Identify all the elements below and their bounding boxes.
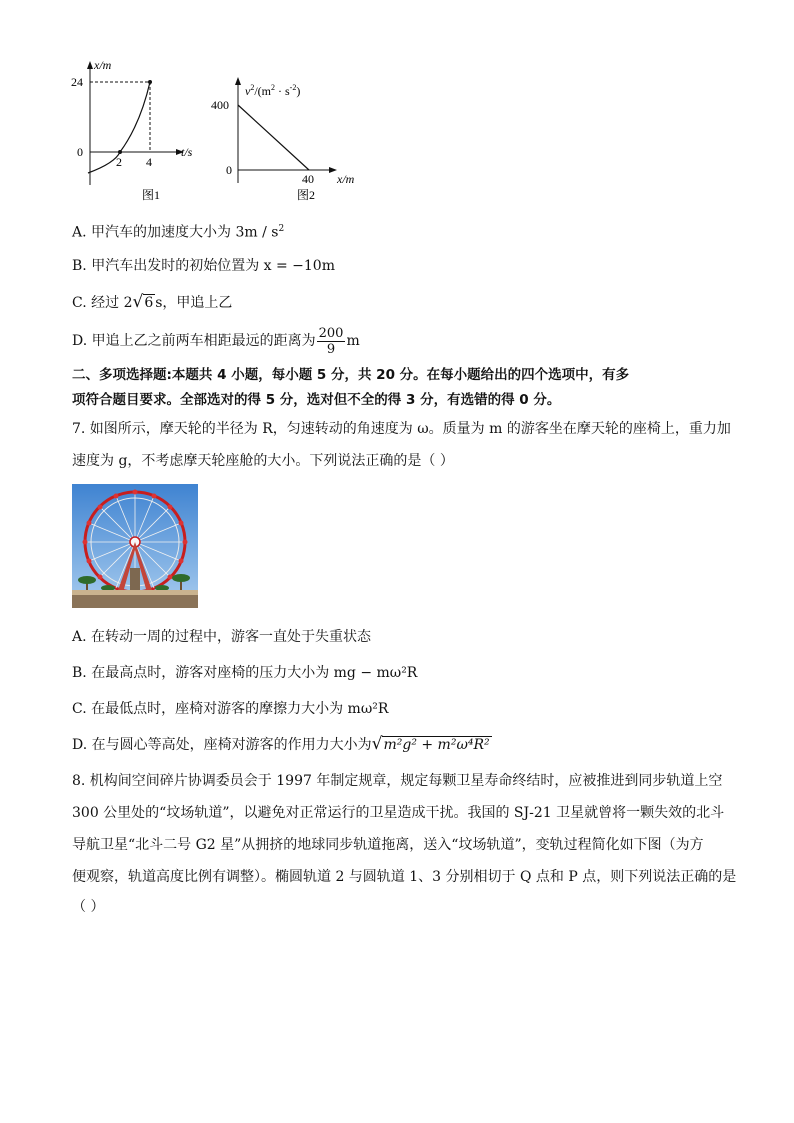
fig1-y-label: x/m [94, 58, 112, 72]
fig2-x-label: x/m [337, 172, 355, 186]
q8-stem-line-3: 导航卫星“北斗二号 G2 星”从拥挤的地球同步轨道拖离，送入“坟场轨道”，变轨过程简化如下图（为方 [72, 837, 704, 853]
fig2-x-axis-arrow [329, 167, 337, 173]
q6-option-a-text: A. 甲汽车的加速度大小为 3m / s [72, 224, 279, 241]
fig1-y-axis-arrow [87, 61, 93, 69]
q6-option-d-unit: m [346, 333, 360, 349]
fig2-y-axis-arrow [235, 77, 241, 85]
sqrt-symbol: √ [371, 734, 383, 754]
q6-option-a-sup: 2 [278, 224, 285, 234]
fig1-x-label: t/s [181, 145, 193, 159]
q6-option-c-post: s，甲追上乙 [155, 295, 233, 311]
q6-option-c [72, 293, 232, 312]
fig2-caption: 图2 [297, 188, 316, 202]
fig1-tick-24: 24 [71, 75, 83, 89]
q7-option-d-pre: D. 在与圆心等高处，座椅对游客的作用力大小为 [72, 737, 372, 753]
q7-option-c: C. 在最低点时，座椅对游客的摩擦力大小为 mω²R [72, 701, 389, 717]
figure-1-xt-graph [60, 55, 210, 205]
fig1-origin: 0 [77, 145, 83, 159]
ferris-wheel-image [72, 484, 198, 608]
fig1-tick-4: 4 [146, 155, 152, 169]
q6-option-d-pre: D. 甲追上乙之前两车相距最远的距离为 [72, 333, 316, 349]
q8-stem-line-5: （ ） [72, 899, 105, 915]
q7-stem-line-2: 速度为 g，不考虑摩天轮座舱的大小。下列说法正确的是（ ） [72, 453, 454, 469]
q6-option-d-fraction [317, 326, 346, 357]
q7-option-b: B. 在最高点时，游客对座椅的压力大小为 mg − mω²R [72, 665, 418, 681]
q7-option-d-radicand: m²g² + m²ω⁴R² [383, 737, 490, 753]
q6-option-d-numerator: 200 [318, 325, 344, 341]
q6-option-d [72, 323, 360, 359]
fig2-y-label: $v^2/(m^2 \cdot s^{-2})$ [245, 83, 301, 98]
q8-stem-line-1: 8. 机构间空间碎片协调委员会于 1997 年制定规章，规定每颗卫星寿命终结时，应被推进到同步轨道上空 [72, 773, 723, 789]
q6-option-c-pre: C. 经过 2 [72, 295, 133, 311]
q6-option-a [72, 220, 284, 242]
figure-2-v2x-graph [205, 75, 375, 205]
fig1-caption: 图1 [142, 188, 161, 202]
fig2-tick-40: 40 [302, 172, 314, 186]
q6-option-b: B. 甲汽车出发时的初始位置为 x = −10m [72, 258, 335, 274]
section-2-line-2: 项符合题目要求。全部选对的得 5 分，选对但不全的得 3 分，有选错的得 0 分。 [72, 392, 561, 408]
q8-stem-line-2: 300 公里处的“坟场轨道”，以避免对正常运行的卫星造成干扰。我国的 SJ-21 卫星就曾将一颗失效的北斗 [72, 805, 725, 821]
q6-option-c-radicand: 6 [144, 295, 154, 311]
q6-option-d-denominator: 9 [326, 341, 336, 357]
fig2-line [238, 105, 309, 170]
q7-option-d [72, 735, 492, 754]
ferris-wheel-photo [72, 484, 198, 608]
fig2-origin: 0 [226, 163, 232, 177]
fig2-tick-400: 400 [211, 98, 229, 112]
q8-stem-line-4: 便观察，轨道高度比例有调整）。椭圆轨道 2 与圆轨道 1、3 分别相切于 Q 点和 P 点，则下列说法正确的是 [72, 869, 737, 885]
sqrt-symbol: √ [132, 292, 144, 312]
fig1-point-2 [118, 150, 122, 154]
fig1-tick-2: 2 [116, 155, 122, 169]
q7-option-a: A. 在转动一周的过程中，游客一直处于失重状态 [72, 629, 372, 645]
q7-stem-line-1: 7. 如图所示，摩天轮的半径为 R，匀速转动的角速度为 ω。质量为 m 的游客坐在摩天轮的座椅上，重力加 [72, 421, 731, 437]
fig1-point-4 [148, 80, 152, 84]
section-2-line-1: 二、多项选择题:本题共 4 小题，每小题 5 分，共 20 分。在每小题给出的四个选项中，有多 [72, 367, 630, 383]
